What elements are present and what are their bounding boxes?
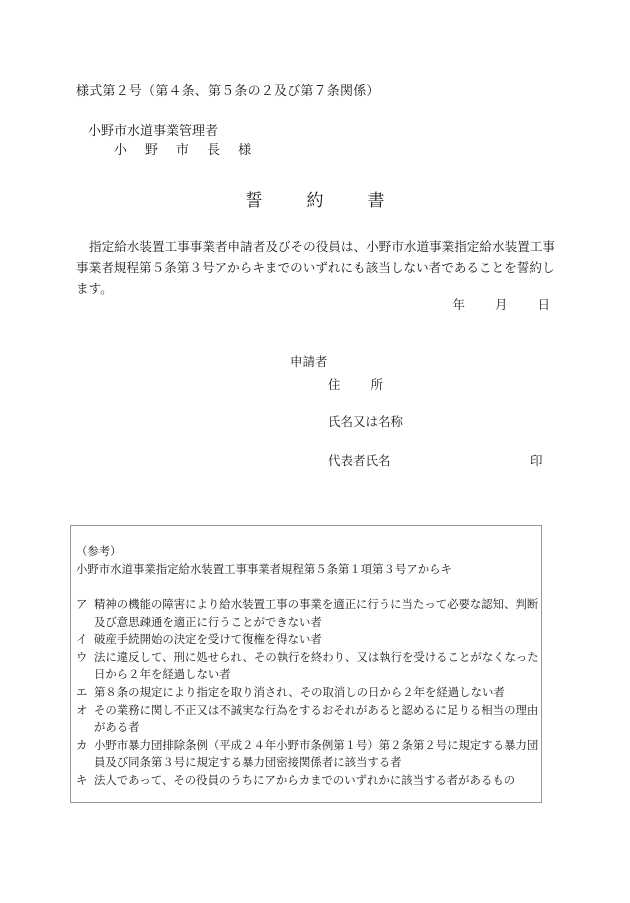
- representative-label: 代表者氏名: [328, 453, 391, 468]
- date-day: 日: [537, 297, 550, 312]
- list-item: [76, 772, 540, 790]
- item-key: ウ: [76, 649, 88, 664]
- addressee-char: 小: [114, 143, 128, 158]
- addressee-line2: [114, 139, 269, 158]
- reference-list: [76, 596, 540, 790]
- item-text: 法に違反して、刑に処せられ、その執行を終わり、又は執行を受けることがなくなった日から２年を経過しない者: [94, 649, 539, 682]
- reference-heading: （参考）: [76, 544, 122, 558]
- item-key: エ: [76, 684, 88, 699]
- list-item: [76, 649, 540, 684]
- item-key: キ: [76, 772, 88, 787]
- item-text: 法人であって、その役員のうちにアからカまでのいずれかに該当する者があるもの: [94, 772, 516, 787]
- item-key: オ: [76, 702, 88, 717]
- document-title: [0, 186, 630, 211]
- list-item: [76, 684, 540, 702]
- date-line: [422, 295, 550, 313]
- list-item: [76, 596, 540, 631]
- date-year: 年: [452, 297, 465, 312]
- item-key: ア: [76, 597, 88, 611]
- reference-subtitle: 小野市水道事業指定給水装置工事事業者規程第５条第１項第３号アからキ: [76, 562, 452, 576]
- title-char: 約: [306, 191, 324, 211]
- address-label-char: 所: [370, 377, 384, 392]
- item-text: 精神の機能の障害により給水装置工事の事業を適正に行うに当たって必要な認知、判断及び意思疎通を適正に行うことができない者: [94, 597, 539, 629]
- applicant-heading: 申請者: [290, 354, 328, 369]
- item-text: その業務に関し不正又は不誠実な行為をするおそれがあると認めるに足りる相当の理由がある者: [94, 702, 539, 735]
- title-char: 誓: [245, 191, 263, 211]
- address-label: [328, 375, 413, 393]
- item-key: イ: [76, 632, 88, 647]
- list-item: [76, 702, 540, 737]
- addressee-char: 市: [176, 143, 190, 158]
- item-text: 破産手続開始の決定を受けて復権を得ない者: [94, 632, 322, 647]
- pledge-body: 指定給水装置工事事業者申請者及びその役員は、小野市水道事業指定給水装置工事事業者規程第５条第３号アからキまでのいずれにも該当しない者であることを誓約します。: [76, 239, 555, 296]
- name-label: 氏名又は名称: [328, 414, 404, 429]
- address-label-char: 住: [328, 377, 341, 392]
- addressee-char: 野: [145, 143, 159, 158]
- list-item: [76, 631, 540, 649]
- item-key: カ: [76, 737, 88, 752]
- form-number: 様式第２号（第４条、第５条の２及び第７条関係）: [76, 84, 380, 99]
- date-month: 月: [494, 297, 508, 312]
- item-text: 小野市暴力団排除条例（平成２４年小野市条例第１号）第２条第２号に規定する暴力団員及び同条第３号に規定する暴力団密接関係者に該当する者: [94, 737, 539, 770]
- addressee-char: 長: [207, 143, 221, 158]
- seal-mark: 印: [530, 453, 543, 468]
- title-char: 書: [367, 191, 385, 211]
- addressee-char: 様: [238, 143, 252, 158]
- list-item: [76, 737, 540, 772]
- item-text: 第８条の規定により指定を取り消され、その取消しの日から２年を経過しない者: [94, 684, 505, 699]
- addressee-line1: 小野市水道事業管理者: [88, 124, 219, 139]
